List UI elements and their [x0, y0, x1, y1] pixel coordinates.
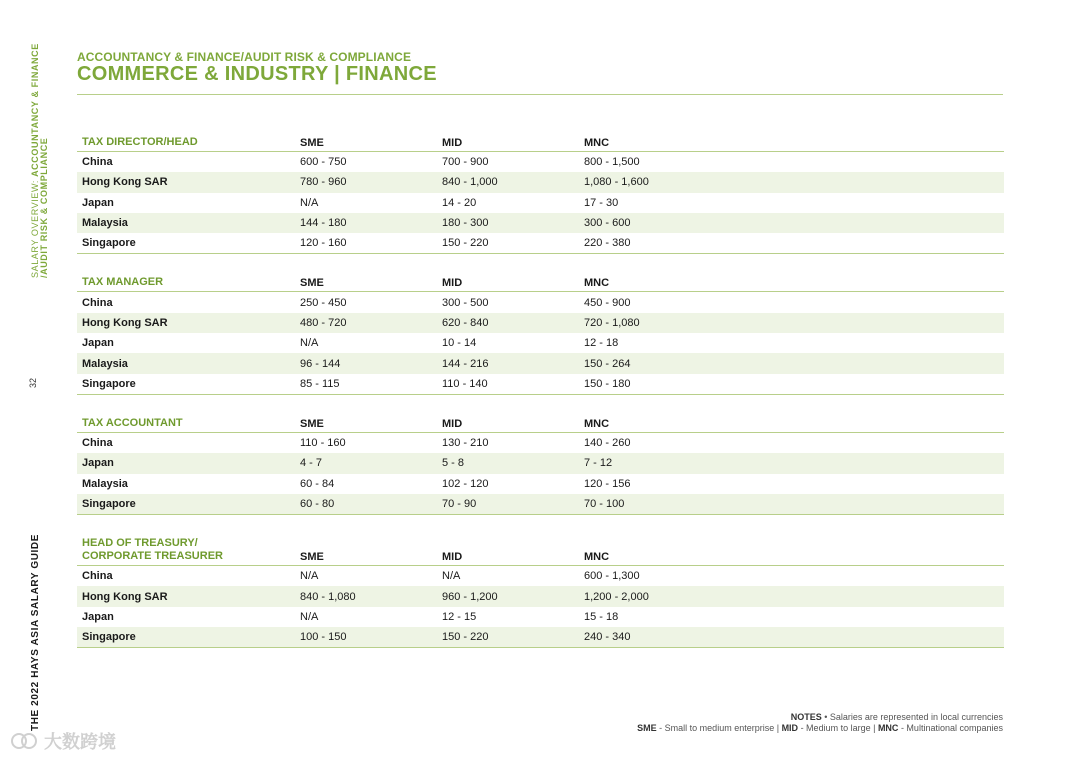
country-cell: China [82, 437, 113, 450]
salary-section [77, 136, 1004, 254]
sme-salary-cell: 110 - 160 [300, 437, 346, 450]
side-overview-line2: /AUDIT RISK & COMPLIANCE [39, 137, 49, 278]
notes-label: NOTES [790, 712, 822, 722]
country-cell: Malaysia [82, 217, 128, 230]
mid-salary-cell: N/A [442, 570, 461, 583]
sme-salary-cell: 250 - 450 [300, 296, 347, 309]
sme-label: SME [637, 723, 657, 733]
mid-salary-cell: 70 - 90 [442, 498, 477, 510]
country-cell: Malaysia [82, 357, 128, 370]
mid-salary-cell: 150 - 220 [442, 237, 489, 250]
sme-salary-cell: 60 - 84 [300, 477, 335, 490]
notes-text: • Salaries are represented in local currencies [821, 712, 1003, 722]
sme-salary-cell: 85 - 115 [300, 377, 340, 390]
country-cell: Malaysia [82, 477, 128, 490]
table-row [77, 627, 1004, 647]
notes-line-1 [637, 712, 1003, 723]
sme-salary-cell: 480 - 720 [300, 316, 347, 329]
mid-salary-cell: 840 - 1,000 [442, 176, 498, 189]
side-overview-line1: ACCOUNTANCY & FINANCE [30, 43, 40, 177]
section-divider [77, 514, 1004, 515]
mid-salary-cell: 300 - 500 [442, 296, 489, 309]
table-row [77, 607, 1004, 627]
column-header-mnc: MNC [584, 417, 610, 430]
sme-salary-cell: 4 - 7 [300, 457, 323, 470]
sme-salary-cell: N/A [300, 196, 319, 209]
mid-salary-cell: 130 - 210 [442, 437, 489, 450]
mnc-salary-cell: 140 - 260 [584, 437, 631, 450]
header-divider [77, 94, 1003, 95]
country-cell: Japan [82, 610, 114, 623]
table-row [77, 494, 1004, 514]
page-kicker: ACCOUNTANCY & FINANCE/AUDIT RISK & COMPLIANCE [77, 50, 412, 64]
mnc-salary-cell: 240 - 340 [584, 631, 631, 644]
table-row [77, 213, 1004, 233]
sme-salary-cell: 840 - 1,080 [300, 590, 356, 603]
mnc-salary-cell: 450 - 900 [584, 296, 631, 309]
watermark [10, 728, 116, 754]
mnc-salary-cell: 15 - 18 [584, 610, 619, 623]
watermark-text: 大数跨境 [44, 732, 116, 752]
notes-line-2 [637, 723, 1003, 734]
salary-section [77, 417, 1004, 515]
section-role-line-2: CORPORATE TREASURER [82, 550, 223, 563]
mid-text: - Medium to large | [798, 723, 878, 733]
mnc-text: - Multinational companies [898, 723, 1003, 733]
table-row [77, 313, 1004, 333]
mnc-salary-cell: 1,200 - 2,000 [584, 590, 649, 603]
country-cell: Singapore [82, 498, 136, 510]
country-cell: China [82, 296, 113, 309]
page-title: COMMERCE & INDUSTRY | FINANCE [77, 63, 437, 85]
column-header-sme: SME [300, 417, 324, 430]
country-cell: Singapore [82, 237, 136, 250]
column-header-mid: MID [442, 417, 463, 430]
section-role-title: TAX ACCOUNTANT [82, 416, 183, 429]
mnc-salary-cell: 600 - 1,300 [584, 570, 640, 583]
country-cell: China [82, 156, 113, 169]
column-header-mnc: MNC [584, 551, 610, 564]
section-divider [77, 253, 1004, 254]
table-row [77, 566, 1004, 586]
country-cell: Hong Kong SAR [82, 590, 168, 603]
country-cell: China [82, 570, 113, 583]
country-cell: Japan [82, 337, 114, 350]
mid-salary-cell: 960 - 1,200 [442, 590, 498, 603]
mnc-salary-cell: 17 - 30 [584, 196, 619, 209]
page-number: 32 [28, 377, 38, 388]
sme-salary-cell: 96 - 144 [300, 357, 341, 370]
country-cell: Japan [82, 196, 114, 209]
section-role-title: TAX DIRECTOR/HEAD [82, 136, 198, 148]
table-row [77, 586, 1004, 606]
mnc-salary-cell: 300 - 600 [584, 217, 631, 230]
country-cell: Hong Kong SAR [82, 316, 168, 329]
notes [637, 712, 1003, 734]
column-header-mid: MID [442, 551, 463, 564]
mnc-salary-cell: 12 - 18 [584, 337, 619, 350]
sme-salary-cell: 600 - 750 [300, 156, 347, 169]
table-row [77, 474, 1004, 494]
column-header-mid: MID [442, 137, 463, 149]
section-role-title [82, 537, 300, 563]
mid-salary-cell: 150 - 220 [442, 631, 489, 644]
column-header-mnc: MNC [584, 137, 610, 149]
sme-salary-cell: N/A [300, 570, 319, 583]
column-header-sme: SME [300, 551, 324, 564]
mid-salary-cell: 620 - 840 [442, 316, 489, 329]
column-header-mid: MID [442, 277, 463, 290]
section-divider [77, 394, 1004, 395]
table-row [77, 172, 1004, 192]
salary-section [77, 276, 1004, 394]
country-cell: Singapore [82, 377, 136, 390]
guide-title: THE 2022 HAYS ASIA SALARY GUIDE [30, 534, 41, 731]
table-row [77, 152, 1004, 172]
column-header-sme: SME [300, 277, 324, 290]
mid-salary-cell: 110 - 140 [442, 377, 488, 390]
sme-salary-cell: N/A [300, 337, 319, 350]
sme-text: - Small to medium enterprise | [656, 723, 782, 733]
section-header-row [77, 136, 1004, 152]
table-row [77, 453, 1004, 473]
country-cell: Hong Kong SAR [82, 176, 168, 189]
table-row [77, 353, 1004, 373]
table-row [77, 233, 1004, 253]
side-overview-label [30, 43, 49, 278]
mnc-salary-cell: 70 - 100 [584, 498, 625, 510]
mnc-salary-cell: 800 - 1,500 [584, 156, 640, 169]
section-role-line-1: HEAD OF TREASURY/ [82, 537, 198, 550]
table-row [77, 433, 1004, 453]
mnc-salary-cell: 220 - 380 [584, 237, 631, 250]
table-row [77, 292, 1004, 312]
side-overview-prefix: SALARY OVERVIEW: [30, 176, 40, 278]
salary-tables [77, 136, 1004, 670]
mnc-salary-cell: 1,080 - 1,600 [584, 176, 649, 189]
mid-salary-cell: 144 - 216 [442, 357, 489, 370]
section-divider [77, 647, 1004, 648]
table-row [77, 333, 1004, 353]
mid-salary-cell: 14 - 20 [442, 196, 477, 209]
section-header-row [77, 537, 1004, 566]
mid-salary-cell: 700 - 900 [442, 156, 489, 169]
sme-salary-cell: 780 - 960 [300, 176, 347, 189]
country-cell: Japan [82, 457, 114, 470]
mid-salary-cell: 180 - 300 [442, 217, 489, 230]
mid-salary-cell: 5 - 8 [442, 457, 465, 470]
mid-label: MID [781, 723, 799, 733]
mnc-label: MNC [877, 723, 899, 733]
mid-salary-cell: 10 - 14 [442, 337, 477, 350]
section-header-row [77, 417, 1004, 433]
mid-salary-cell: 102 - 120 [442, 477, 489, 490]
mid-salary-cell: 12 - 15 [442, 610, 477, 623]
sme-salary-cell: 100 - 150 [300, 631, 347, 644]
mnc-salary-cell: 150 - 180 [584, 377, 631, 390]
sme-salary-cell: 60 - 80 [300, 498, 335, 510]
mnc-salary-cell: 720 - 1,080 [584, 316, 640, 329]
mnc-salary-cell: 150 - 264 [584, 357, 631, 370]
mnc-salary-cell: 120 - 156 [584, 477, 631, 490]
column-header-mnc: MNC [584, 277, 610, 290]
sme-salary-cell: 144 - 180 [300, 217, 347, 230]
table-row [77, 193, 1004, 213]
section-header-row [77, 276, 1004, 292]
column-header-sme: SME [300, 137, 324, 149]
page-header [77, 50, 1003, 86]
section-role-title: TAX MANAGER [82, 276, 164, 289]
sme-salary-cell: 120 - 160 [300, 237, 347, 250]
watermark-logo-icon [10, 730, 38, 752]
sme-salary-cell: N/A [300, 610, 319, 623]
mnc-salary-cell: 7 - 12 [584, 457, 613, 470]
table-row [77, 374, 1004, 394]
country-cell: Singapore [82, 631, 136, 644]
salary-section [77, 537, 1004, 648]
